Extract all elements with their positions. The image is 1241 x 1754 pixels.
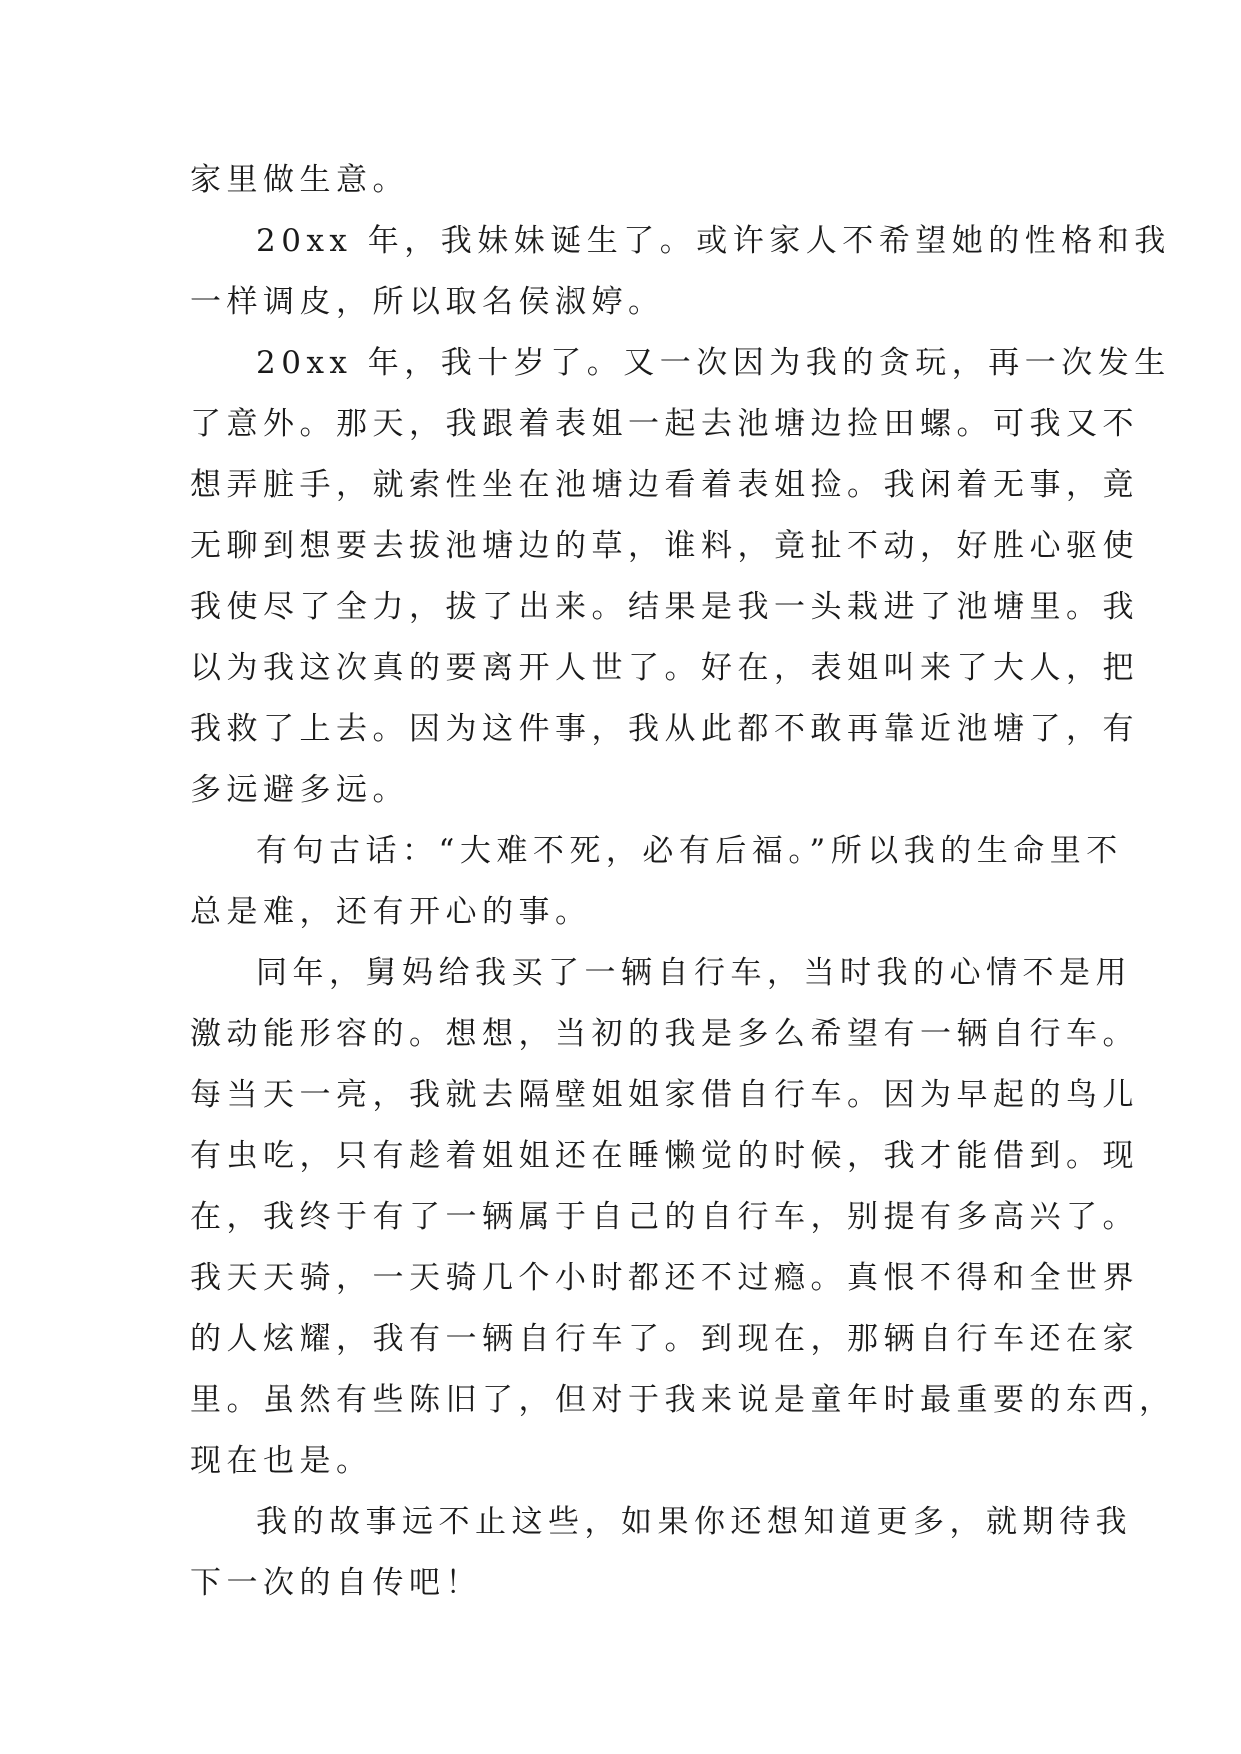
text-line: 同年，舅妈给我买了一辆自行车，当时我的心情不是用 [256,955,1132,991]
paragraph [190,211,1171,333]
text-line: 想弄脏手，就索性坐在池塘边看着表姐捡。我闲着无事，竟 [190,467,1139,503]
paragraph [190,821,1123,943]
text-line: 有虫吃，只有趁着姐姐还在睡懒觉的时候，我才能借到。现 [190,1138,1139,1174]
paragraph [190,943,1176,1492]
text-line: 现在也是。 [190,1443,373,1479]
text-line: 激动能形容的。想想，当初的我是多么希望有一辆自行车。 [190,1016,1139,1052]
text-line: 多远避多远。 [190,772,409,808]
text-line: 在，我终于有了一辆属于自己的自行车，别提有多高兴了。 [190,1199,1139,1235]
text-line: 总是难，还有开心的事。 [190,894,592,930]
text-line: 一样调皮，所以取名侯淑婷。 [190,284,665,320]
paragraph [190,333,1171,821]
text-line: 以为我这次真的要离开人世了。好在，表姐叫来了大人，把 [190,650,1139,686]
text-line: 我的故事远不止这些，如果你还想知道更多，就期待我 [256,1504,1132,1540]
text-line: 下一次的自传吧！ [190,1565,482,1601]
text-line: 有句古话：“大难不死，必有后福。”所以我的生命里不 [256,833,1123,869]
text-line: 20xx 年，我十岁了。又一次因为我的贪玩，再一次发生 [256,345,1171,381]
text-line: 了意外。那天，我跟着表姐一起去池塘边捡田螺。可我又不 [190,406,1139,442]
paragraph [190,1492,1132,1614]
text-line: 的人炫耀，我有一辆自行车了。到现在，那辆自行车还在家 [190,1321,1139,1357]
text-line: 我使尽了全力，拔了出来。结果是我一头栽进了池塘里。我 [190,589,1139,625]
text-line: 家里做生意。 [190,162,409,198]
text-line: 我救了上去。因为这件事，我从此都不敢再靠近池塘了，有 [190,711,1139,747]
text-line: 无聊到想要去拔池塘边的草，谁料，竟扯不动，好胜心驱使 [190,528,1139,564]
text-line: 我天天骑，一天骑几个小时都还不过瘾。真恨不得和全世界 [190,1260,1139,1296]
text-line: 每当天一亮，我就去隔壁姐姐家借自行车。因为早起的鸟儿 [190,1077,1139,1113]
text-line: 20xx 年，我妹妹诞生了。或许家人不希望她的性格和我 [256,223,1171,259]
paragraph [190,150,1060,211]
document-body [190,150,1176,1614]
text-line: 里。虽然有些陈旧了，但对于我来说是童年时最重要的东西， [190,1382,1176,1418]
